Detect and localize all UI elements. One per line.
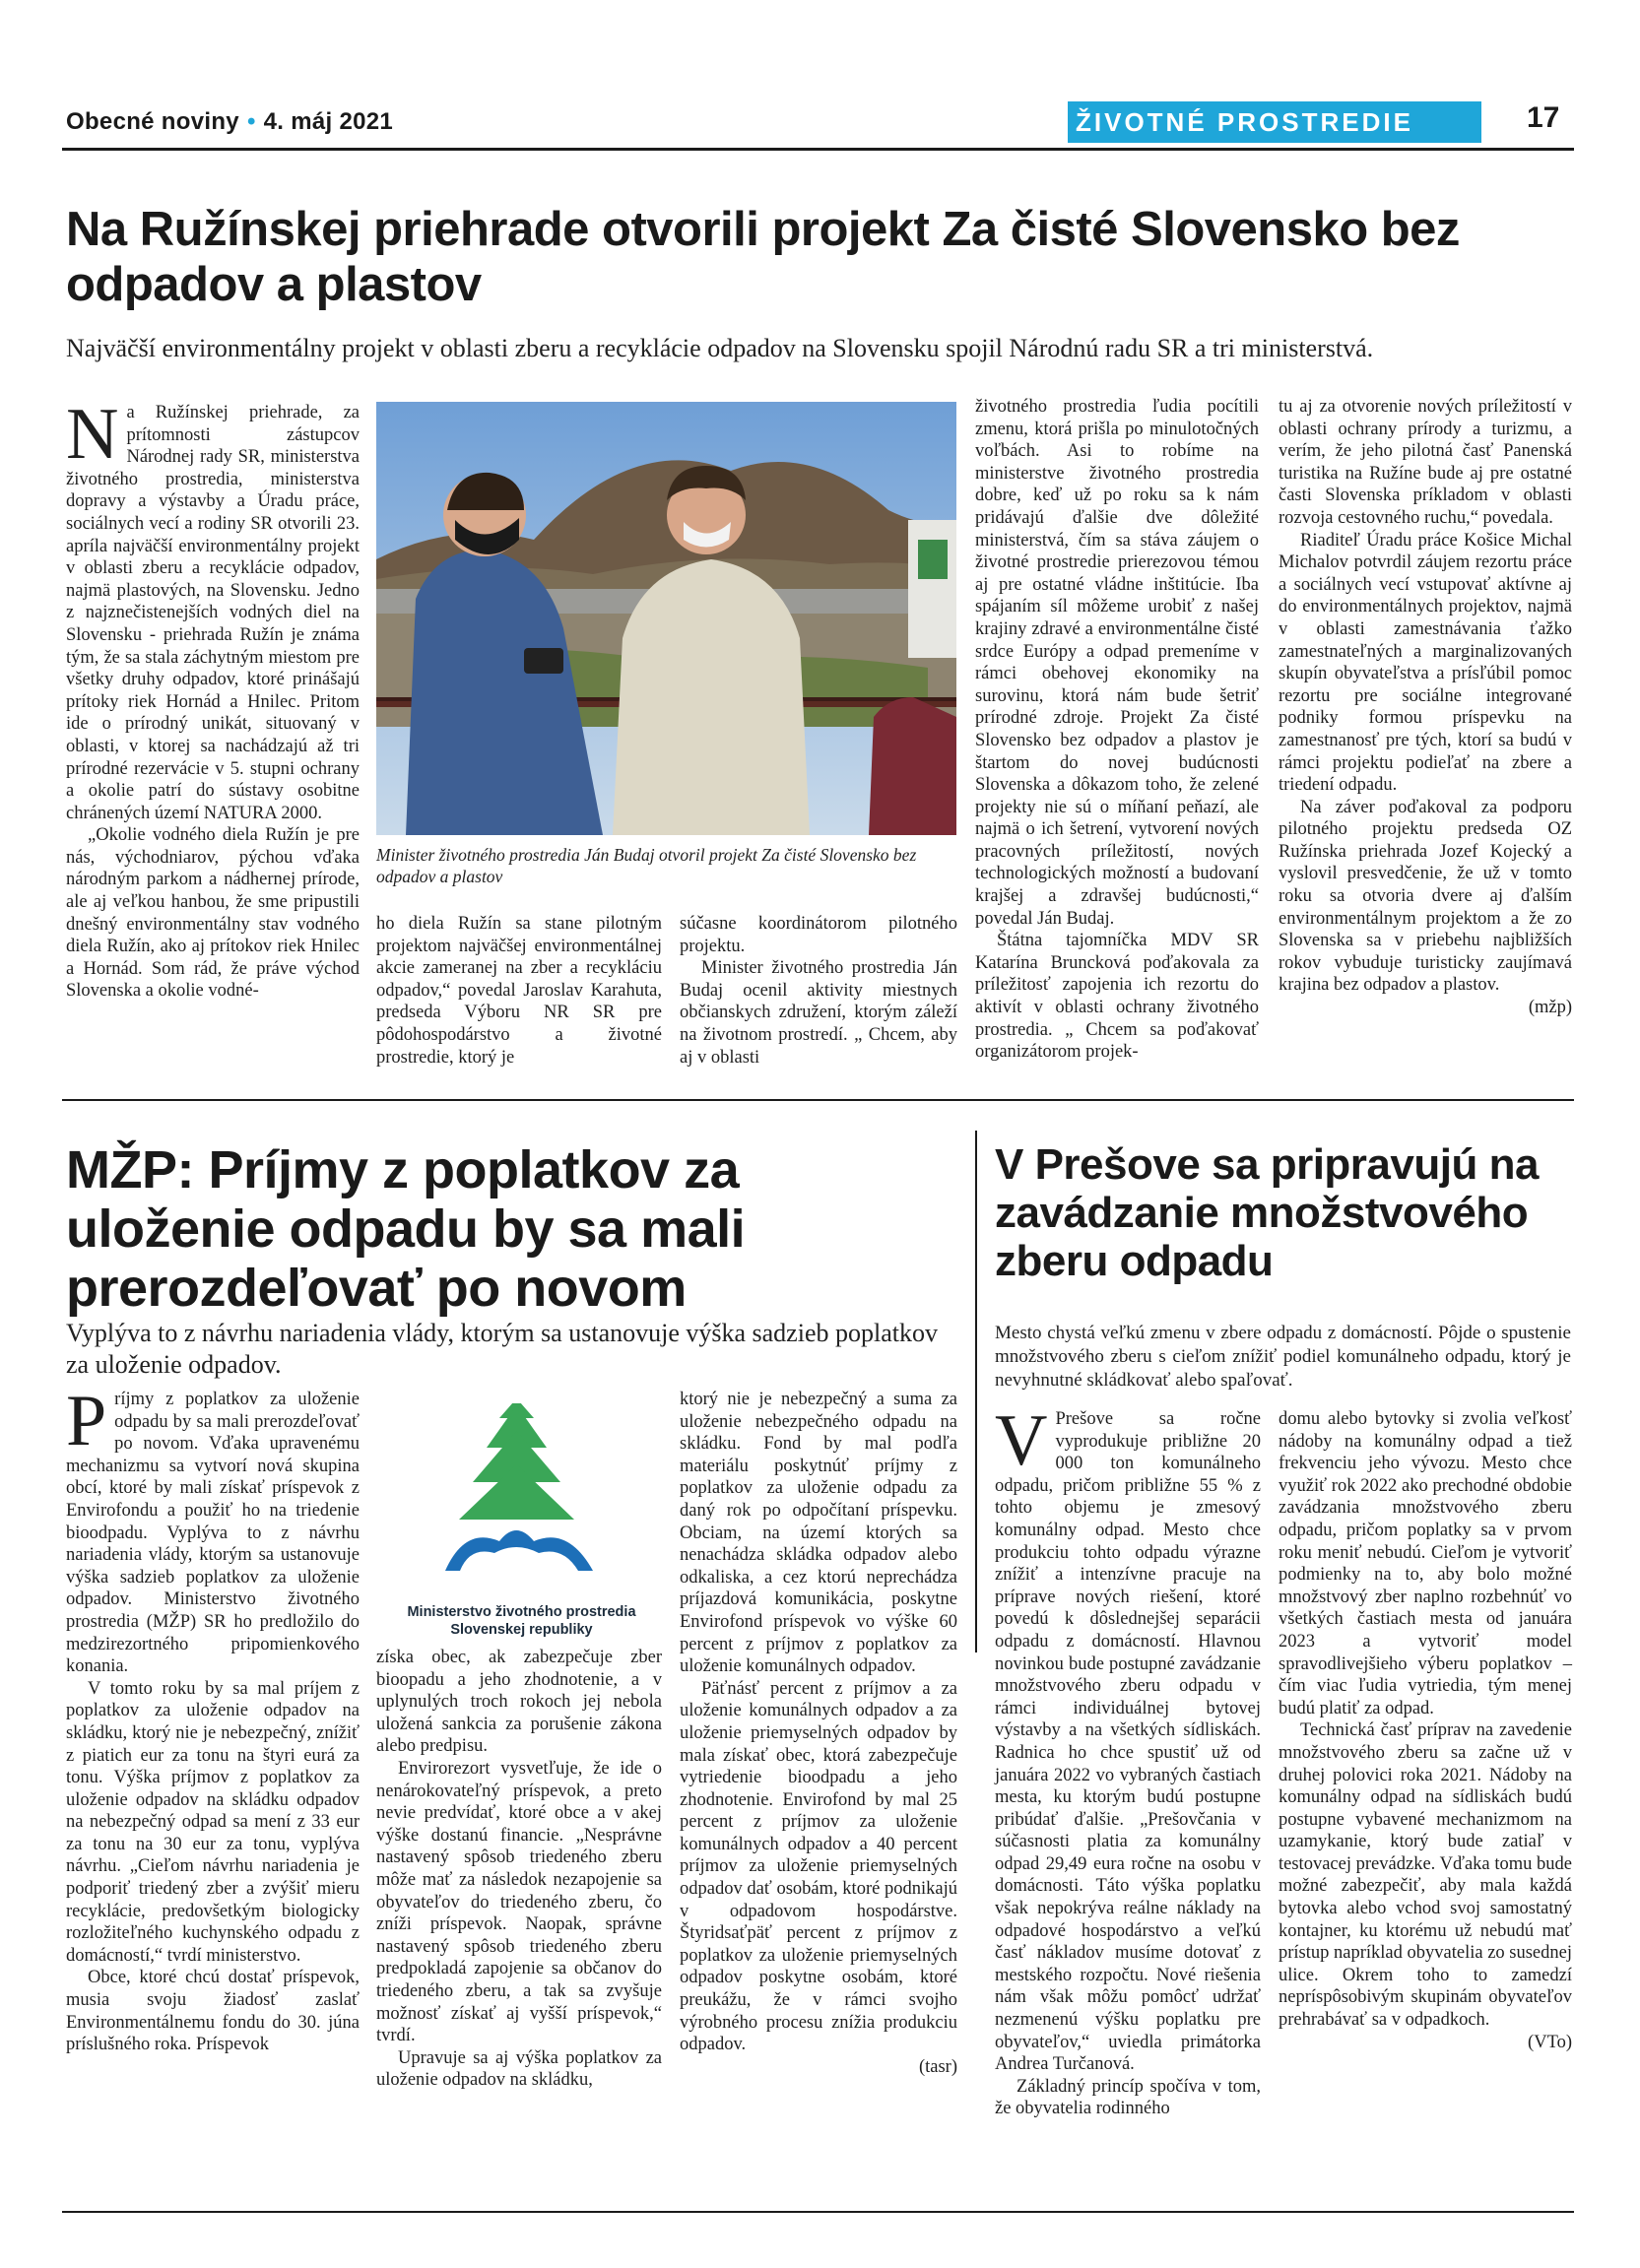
paragraph: Základný princíp spočíva v tom, že obyvatelia rodinného	[995, 2076, 1261, 2119]
paragraph: Riaditeľ Úradu práce Košice Michal Michalov potvrdil záujem rezortu práce a sociálnych vecí vstupovať aktívne aj do environmentálnych projektov, najmä v oblasti zamestnávania ťažko zamestnateľných a marginalizovaných skupín obyvateľstva a prísľúbil pomoc rezortu pre sociálne integrované podniky formou príspevku na zamestnanosť pre tých, ktorí sa budú v rámci projektu podieľať na zbere a triedení odpadu.	[1279, 530, 1572, 796]
article3-headline: V Prešove sa pripravujú na zavádzanie množstvového zberu odpadu	[995, 1140, 1539, 1285]
article1-headline: Na Ružínskej priehrade otvorili projekt Za čisté Slovensko bez odpadov a plastov	[66, 203, 1460, 311]
article2-column-3	[680, 1389, 957, 2078]
dropcap: N	[66, 394, 119, 475]
paragraph: ríjmy z poplatkov za uloženie odpadu by sa mali prerozdeľovať po novom. Vďaka upravenému mechanizmu sa vytvorí nová skupina obcí, ktoré by mali získať príspevok z Envirofondu a použiť ho na triedenie bioodpadu. Vyplýva to z návrhu nariadenia vlády, ktorým sa ustanovuje výška sadzieb poplatkov za uloženie odpadov. Ministerstvo životného prostredia (MŽP) SR ho predložilo do medzirezortného pripomienkového konania.	[66, 1390, 360, 1677]
article2-deck: Vyplýva to z návrhu nariadenia vlády, ktorým sa ustanovuje výška sadzieb poplatkov za uloženie odpadov.	[66, 1319, 938, 1379]
dropcap: V	[995, 1400, 1048, 1481]
paragraph: Technická časť príprav na zavedenie množstvového zberu sa začne už v druhej polovici roka 2021. Nádoby na komunálny odpad na sídliskách budú postupne vybavené mechanizmom na uzamykanie, ktorý bude zatiaľ v testovacej prevádzke. Vďaka tomu bude možné zabezpečiť, aby mala každá bytovka alebo vchod svoj samostatný kontajner, ku ktorému už nebudú mať prístup napríklad obyvatelia zo susednej ulice. Okrem toho to zamedzí nepríspôsobivým skupinám obyvateľov prehrabávať sa v odpadkoch.	[1279, 1720, 1572, 2031]
paragraph: Päťnásť percent z príjmov a za uloženie komunálnych odpadov a za uloženie priemyselných odpadov by mala získať obec, ktorá zabezpečuje vytriedenie bioodpadu a jeho zhodnotenie. Envirofond by mal 25 percent z príjmov za uloženie komunálnych odpadov a 40 percent príjmov za uloženie priemyselných odpadov dať osobám, ktoré podnikajú v odpadovom hospodárstve. Štyridsaťpäť percent z príjmov z poplatkov za uloženie priemyselných odpadov poskytne osobám, ktoré preukážu, že v rámci svojho výrobného procesu znížia produkciu odpadov.	[680, 1678, 957, 2055]
paragraph: V tomto roku by sa mal príjem z poplatkov za uloženie odpadov na skládku, ktorý nie je nebezpečný, znížiť z piatich eur za tonu na štyri eurá za tonu. Výška príjmov z poplatkov za uloženie odpadov na skládku odpadov na nebezpečný odpad sa mení z 33 eur za tonu na 30 eur za tonu, vyplýva návrhu. „Cieľom návrhu nariadenia je podporiť triedený zber a zvýšiť mieru recyklácie, predovšetkým biologicky rozložiteľného kuchynského odpadu z domácností,“ tvrdí ministerstvo.	[66, 1678, 360, 1966]
article1-deck: Najväčší environmentálny projekt v oblasti zberu a recyklácie odpadov na Slovensku spojil Národnú radu SR a tri ministerstvá.	[66, 334, 1374, 362]
dropcap: P	[66, 1381, 107, 1461]
article1-column-5	[1279, 396, 1572, 1019]
paragraph: Štátna tajomníčka MDV SR Katarína Bruncková poďakovala za príležitosť zapojenia ich rezortu do aktivít v oblasti ochrany životného prostredia. „ Chcem sa poďakovať organizátorom projek-	[975, 931, 1259, 1063]
article1-column-3	[680, 913, 957, 1069]
paragraph: životného prostredia ľudia pocítili zmenu, ktorá prišla po minulotočných voľbách. Asi to robíme na ministerstve životného prostredia dobre, keď už po roku sa k nám pridávajú ďalšie dve dôležité ministerstvá, čím sa stáva záujem o životné prostredie prierezovou témou aj pre ostatné vládne inštitúcie. Iba spájaním síl môžeme urobiť z našej krajiny zdravé a environmentálne čisté srdce Európy a odpad premeníme v rámci obehovej ekonomiky na surovinu, ktorá nám bude šetriť prírodné zdroje. Projekt Za čisté Slovensko bez odpadov a plastov je štartom do novej budúcnosti Slovenska a dôkazom toho, že zelené projekty nie sú o míňaní peňazí, ale najmä o ich šetrení, vytvorení nových pracovných príležitostí, nových technologických možností a budovaní krajšej a zdravšej budúcnosti,“ povedal Ján Budaj.	[975, 397, 1259, 929]
article1-signature: (mžp)	[1528, 998, 1572, 1018]
article2-signature: (tasr)	[918, 2056, 957, 2077]
photo-caption: Minister životného prostredia Ján Budaj otvoril projekt Za čisté Slovensko bez odpadov a plastov	[376, 845, 917, 886]
paragraph: získa obec, ak zabezpečuje zber bioopadu a jeho zhodnotenie, a v uplynulých troch rokoch jej nebola uložená sankcia za porušenie zákona alebo predpisu.	[376, 1648, 662, 1757]
page-number: 17	[1527, 101, 1560, 134]
article1-column-1	[66, 394, 360, 1003]
paragraph: Na záver poďakoval za podporu pilotného projektu predseda OZ Ružínska priehrada Jozef Kojecký a vyslovil presvedčenie, že už v tomto roku sa otvoria dvere aj ďalším environmentálnym projektom a že zo Slovenska sa v priebehu najbližších rokov vybuduje turisticky zaujímavá krajina bez odpadov a plastov.	[1279, 797, 1572, 996]
article1-column-2	[376, 913, 662, 1069]
paragraph: Minister životného prostredia Ján Budaj ocenil aktivity miestnych občianskych združení, ktorým záleží na životnom prostredí. „ Chcem, aby aj v oblasti	[680, 958, 957, 1068]
paragraph: súčasne koordinátorom pilotného projektu.	[680, 914, 957, 956]
paragraph: Upravuje sa aj výška poplatkov za uloženie odpadov na skládku,	[376, 2047, 662, 2091]
paragraph: Prešove sa ročne vyprodukuje približne 20 000 ton komunálneho odpadu, pričom približne 55 % z tohto objemu je zmesový komunálny odpad. Mesto chce produkciu tohto odpadu výrazne znížiť a intenzívne pracuje na príprave nových riešení, ktoré povedú k dôslednejšej separácii odpadu z domácností. Hlavnou novinkou bude postupné zavádzanie množstvového zberu odpadu v rámci individuálnej bytovej výstavby a na všetkých sídliskách. Radnica ho chce spustiť už od januára 2022 vo vybraných častiach mesta, ku ktorým budú postupne pribúdať ďalšie. „Prešovčania v súčasnosti platia za komunálny odpad 29,49 eura ročne na osobu v domácnosti. Táto výška poplatku však nepokrýva reálne náklady na odpadové hospodárstvo a veľkú časť nákladov musíme dotovať z mestského rozpočtu. Nové riešenia nám však môžu pomôcť udržať nezmenenú výšku poplatku pre obyvateľov,“ uviedla primátorka Andrea Turčanová.	[995, 1409, 1261, 2075]
paragraph: ho diela Ružín sa stane pilotným projektom najväčšej environmentálnej akcie zameranej na zber a recykláciu odpadov,“ povedal Jaroslav Karahuta, predseda Výboru NR SR pre pôdohospodárstvo a životné prostredie, ktorý je	[376, 914, 662, 1068]
paragraph: Obce, ktoré chcú dostať príspevok, musia svoju žiadosť zaslať Environmentálnemu fondu do 30. júna príslušného roka. Príspevok	[66, 1968, 360, 2055]
paragraph: „Okolie vodného diela Ružín je pre nás, východniarov, pýchou vďaka národným parkom a nádhernej prírode, ale aj veľkou hanbou, že sme pripustili dnešný environmentálny stav vodného diela Ružín, ako aj prítokov riek Hnilec a Hornád. Som rád, že práve východ Slovenska a okolie vodné-	[66, 825, 360, 1002]
article-photo	[376, 402, 956, 835]
article3-column-2	[1279, 1408, 1572, 2053]
article2-column-2	[376, 1647, 662, 2092]
issue-date: 4. máj 2021	[263, 108, 394, 135]
paper-name: Obecné noviny	[66, 108, 239, 135]
article3-column-1	[995, 1400, 1261, 2120]
footer-rule	[62, 2211, 1574, 2213]
article1-column-4	[975, 396, 1259, 1064]
paragraph: a Ružínskej priehrade, za prítomnosti zástupcov Národnej rady SR, ministerstva životného prostredia, ministerstva dopravy a výstavby a Úradu práce, sociálnych vecí a rodiny SR otvorili 23. apríla najväčší environmentálny projekt v oblasti zberu a recyklácie odpadov, najmä plastových, na Slovensku. Jedno z najznečistenejších vodných diel na Slovensku - priehrada Ružín je známa tým, že sa stala záchytným miestom pre všetky druhy odpadov, ktoré prinášajú prítoky riek Hornád a Hnilec. Pritom ide o prírodný unikát, situovaný v oblasti, v ktorej sa nachádzajú až tri prírodné rezervácie v 5. stupni ochrany a okolie patrí do sústavy osobitne chránených území NATURA 2000.	[66, 403, 360, 823]
article3-signature: (VTo)	[1528, 2032, 1572, 2052]
article2-headline: MŽP: Príjmy z poplatkov za uloženie odpadu by sa mali prerozdeľovať po novom	[66, 1140, 746, 1318]
paragraph: tu aj za otvorenie nových príležitostí v oblasti ochrany prírody a turizmu, a verím, že jeho pilotná časť Panenská turistika na Ružíne bude aj pre ostatné časti Slovenska príkladom v oblasti rozvoja cestovného ruchu,“ povedala.	[1279, 397, 1572, 528]
header-separator: •	[246, 108, 256, 135]
paragraph: ktorý nie je nebezpečný a suma za uloženie nebezpečného odpadu na skládku. Fond by mal podľa materiálu poskytnúť príjmy z poplatkov za uloženie odpadu za daný rok po odpočítaní príspevku. Obciam, na území ktorých sa nenachádza skládka odpadov alebo odkaliska, a cez ktorú neprechádza príjazdová komunikácia, poskytne Envirofond príspevok vo výške 60 percent z príjmov z poplatkov za uloženie komunálnych odpadov.	[680, 1390, 957, 1677]
column-divider	[975, 1131, 977, 1652]
header-rule	[62, 148, 1574, 151]
section-label: ŽIVOTNÉ PROSTREDIE	[1068, 101, 1481, 143]
section-divider	[62, 1099, 1574, 1101]
article2-column-1	[66, 1381, 360, 2056]
paragraph: Envirorezort vysvetľuje, že ide o nenárokovateľný príspevok, a preto nevie predvídať, ktoré obce a v akej výške dostanú financie. „Nesprávne nastavený spôsob triedeného zberu môže mať za následok nezapojenie sa obyvateľov do triedeného zberu, čo zníži príspevok. Naopak, správne nastavený spôsob triedeného zberu predpokladá zapojenie sa občanov do triedeného zberu, a tak sa zvyšuje možnosť získať aj vyšší príspevok,“ tvrdí.	[376, 1758, 662, 2046]
article3-deck: Mesto chystá veľkú zmenu v zbere odpadu z domácností. Pôjde o spustenie množstvového zberu s cieľom znížiť podiel komunálneho odpadu, ktorý je nevyhnutné skládkovať alebo spaľovať.	[995, 1323, 1571, 1391]
logo-caption: Ministerstvo životného prostredia Slovenskej republiky	[407, 1604, 636, 1638]
paragraph: domu alebo bytovky si zvolia veľkosť nádoby na komunálny odpad a tiež frekvenciu jeho vývozu. Mesto chce využiť rok 2022 ako prechodné obdobie zavádzania množstvového zberu odpadu, pričom poplatky sa v prvom roku meniť nebudú. Cieľom je vytvoriť podmienky na to, aby bolo možné množstvový zber naplno rozbehnúť vo všetkých častiach mesta od januára 2023 a vytvoriť model spravodlivejšieho výberu poplatkov – čím viac ľudia vytriedia, tým menej budú platiť za odpad.	[1279, 1409, 1572, 1718]
masthead	[66, 108, 393, 136]
